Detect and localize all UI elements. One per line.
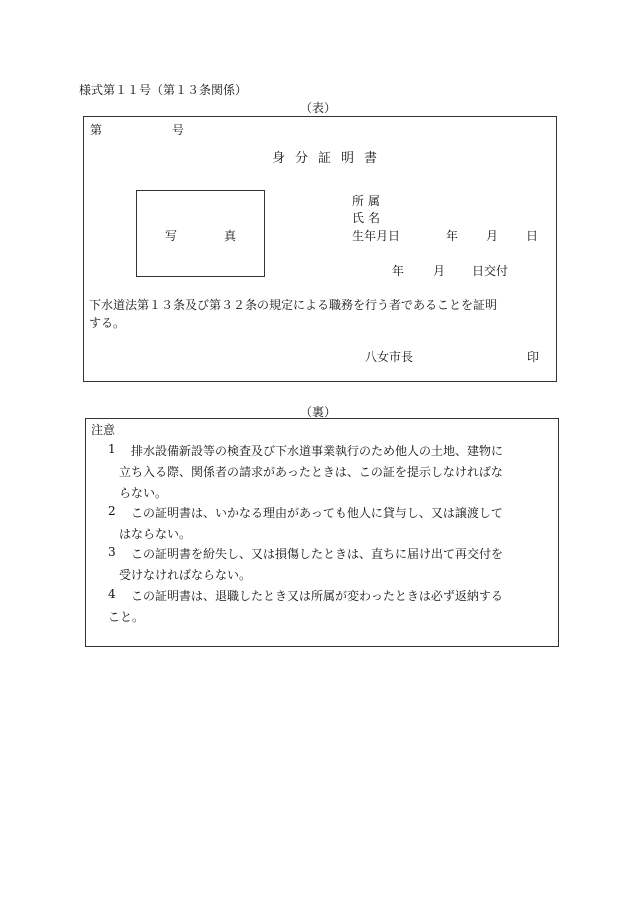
back-heading: （裏） bbox=[300, 405, 337, 419]
issue-year-unit: 年 bbox=[392, 264, 405, 278]
statement-line-1: 下水道法第１３条及び第３２条の規定による職務を行う者であることを証明 bbox=[89, 298, 498, 312]
birth-year-unit: 年 bbox=[446, 229, 459, 243]
note-1-line-3: らない。 bbox=[119, 486, 168, 500]
issuer-name: 八女市長 bbox=[365, 350, 414, 364]
photo-box bbox=[136, 190, 265, 277]
note-4-line-2: こと。 bbox=[108, 610, 145, 624]
note-2-line-2: はならない。 bbox=[119, 527, 192, 541]
note-4-line-1: この証明書は、退職したとき又は所属が変わったときは必ず返納する bbox=[131, 589, 503, 603]
issue-day-unit: 日交付 bbox=[472, 264, 509, 278]
note-2-line-1: この証明書は、いかなる理由があっても他人に貸与し、又は譲渡して bbox=[131, 506, 503, 520]
note-3-line-1: この証明書を紛失し、又は損傷したときは、直ちに届け出て再交付を bbox=[131, 547, 504, 561]
notes-title: 注意 bbox=[91, 423, 116, 437]
affiliation-label: 所属 bbox=[352, 194, 385, 208]
statement-line-2: する。 bbox=[89, 316, 126, 330]
photo-label-2: 真 bbox=[224, 229, 237, 243]
front-heading: （表） bbox=[300, 101, 337, 115]
name-label: 氏名 bbox=[352, 211, 385, 225]
number-prefix: 第 bbox=[90, 123, 103, 137]
note-1-number: 1 bbox=[108, 442, 116, 456]
note-3-line-2: 受けなければならない。 bbox=[119, 568, 252, 582]
seal-mark: 印 bbox=[527, 350, 540, 364]
number-suffix: 号 bbox=[172, 123, 185, 137]
card-title: 身分証明書 bbox=[272, 151, 388, 166]
photo-label-1: 写 bbox=[165, 229, 178, 243]
note-4-number: 4 bbox=[108, 587, 116, 601]
birth-month-unit: 月 bbox=[486, 229, 499, 243]
birth-day-unit: 日 bbox=[526, 229, 539, 243]
note-1-line-1: 排水設備新設等の検査及び下水道事業執行のため他人の土地、建物に bbox=[131, 444, 504, 458]
issue-month-unit: 月 bbox=[433, 264, 446, 278]
note-2-number: 2 bbox=[108, 504, 116, 518]
note-3-number: 3 bbox=[108, 545, 116, 559]
birthdate-label: 生年月日 bbox=[352, 229, 401, 243]
form-label: 様式第１１号（第１３条関係） bbox=[79, 83, 248, 97]
note-1-line-2: 立ち入る際、関係者の請求があったときは、この証を提示しなければな bbox=[119, 465, 503, 479]
